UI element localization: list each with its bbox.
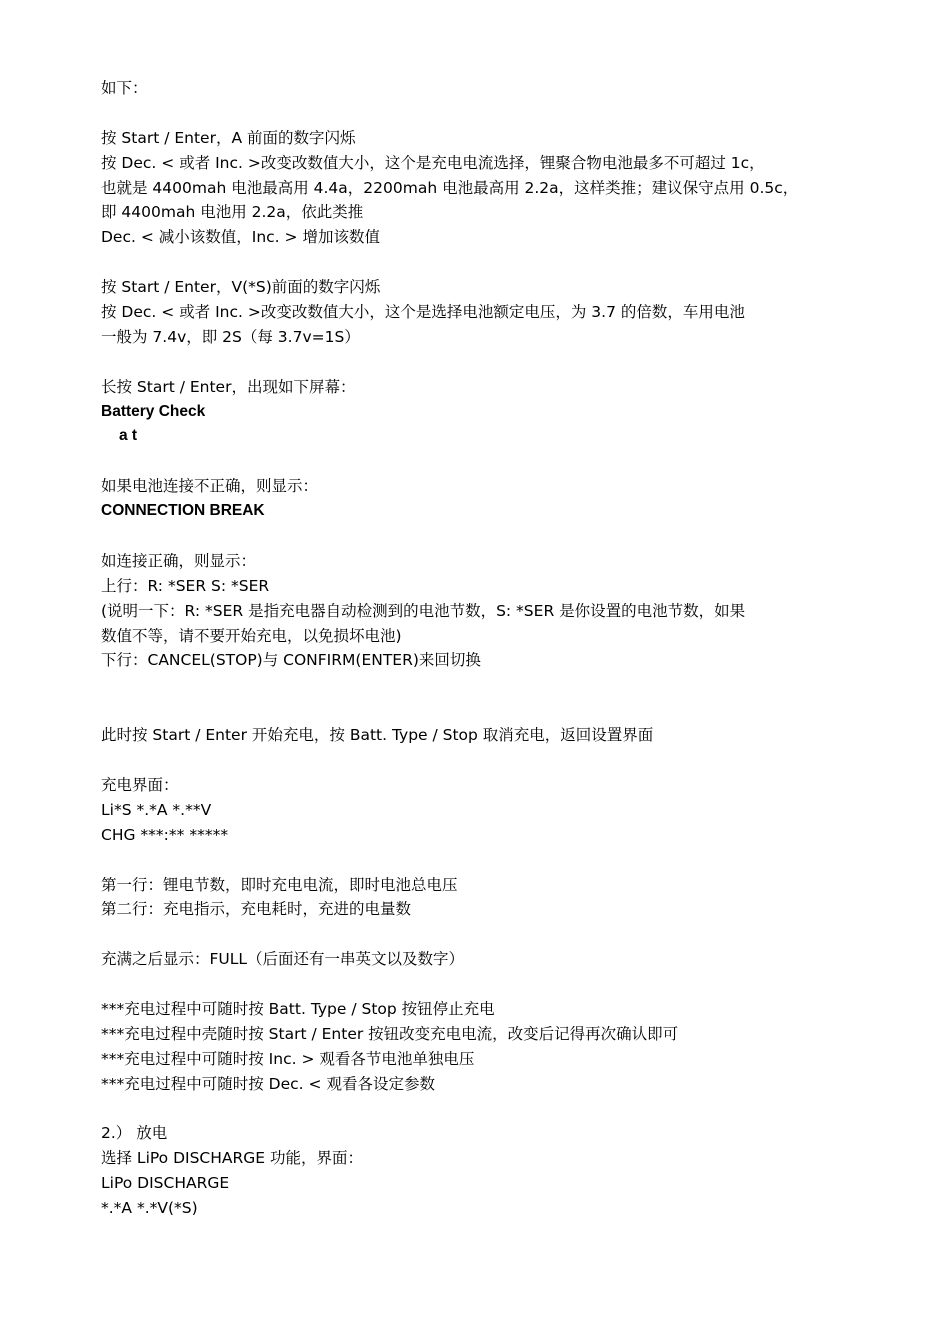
text-line: 2.） 放电 xyxy=(101,1124,168,1143)
document-page xyxy=(101,76,837,1221)
blank-line xyxy=(101,972,837,997)
text-line: 上行：R: *SER S: *SER xyxy=(101,576,270,595)
text-line: 按 Start / Enter，V(*S)前面的数字闪烁 xyxy=(101,278,381,297)
blank-line xyxy=(101,350,837,375)
lcd-display-text: CONNECTION BREAK xyxy=(101,502,265,520)
text-line: 数值不等，请不要开始充电，以免损坏电池) xyxy=(101,626,402,645)
text-line: 如下： xyxy=(101,79,148,97)
text-line: ***充电过程中可随时按 Batt. Type / Stop 按钮停止充电 xyxy=(101,999,495,1018)
text-line: 充满之后显示：FULL（后面还有一串英文以及数字） xyxy=(101,950,465,969)
text-line: 也就是 4400mah 电池最高用 4.4a，2200mah 电池最高用 2.2a，这样类推；建议保守点用 0.5c， xyxy=(101,178,799,197)
text-line: Li*S *.*A *.**V xyxy=(101,800,212,819)
blank-line xyxy=(101,848,837,873)
blank-line xyxy=(101,1097,837,1122)
text-line: Dec. < 减小该数值，Inc. > 增加该数值 xyxy=(101,228,380,247)
text-line: 按 Dec. < 或者 Inc. >改变改数值大小，这个是选择电池额定电压，为 3.7 的倍数，车用电池 xyxy=(101,303,745,322)
text-line: 第二行：充电指示，充电耗时，充进的电量数 xyxy=(101,900,412,919)
text-line: 充电界面： xyxy=(101,775,179,794)
text-line: *.*A *.*V(*S) xyxy=(101,1199,198,1218)
text-line: 第一行：锂电节数，即时充电电流，即时电池总电压 xyxy=(101,875,458,894)
text-line: ***充电过程中可随时按 Dec. < 观看各设定参数 xyxy=(101,1074,435,1093)
text-line: 一般为 7.4v，即 2S（每 3.7v=1S） xyxy=(101,327,360,346)
text-line: 即 4400mah 电池用 2.2a，依此类推 xyxy=(101,203,364,222)
lcd-display-text: Battery Check xyxy=(101,402,206,420)
text-line: 按 Start / Enter，A 前面的数字闪烁 xyxy=(101,128,356,147)
blank-line xyxy=(101,673,837,698)
text-line: 长按 Start / Enter，出现如下屏幕： xyxy=(101,377,356,396)
blank-line xyxy=(101,449,837,474)
text-line: CHG ***:** ***** xyxy=(101,825,229,844)
text-line: 如连接正确，则显示： xyxy=(101,551,257,570)
lcd-display-text: a t xyxy=(119,427,138,445)
text-line: 如果电池连接不正确，则显示： xyxy=(101,477,319,496)
text-line: 选择 LiPo DISCHARGE 功能，界面： xyxy=(101,1149,364,1168)
blank-line xyxy=(101,922,837,947)
text-line: (说明一下：R: *SER 是指充电器自动检测到的电池节数，S: *SER 是你设置的电池节数，如果 xyxy=(101,601,746,620)
text-line: 此时按 Start / Enter 开始充电，按 Batt. Type / Stop 取消充电，返回设置界面 xyxy=(101,726,654,745)
text-line: 按 Dec. < 或者 Inc. >改变改数值大小，这个是充电电流选择，锂聚合物电池最多不可超过 1c， xyxy=(101,153,765,172)
blank-line xyxy=(101,698,837,723)
text-line: ***充电过程中可随时按 Inc. > 观看各节电池单独电压 xyxy=(101,1049,475,1068)
blank-line xyxy=(101,748,837,773)
blank-line xyxy=(101,524,837,549)
text-line: ***充电过程中壳随时按 Start / Enter 按钮改变充电电流，改变后记得再次确认即可 xyxy=(101,1024,679,1043)
text-line: 下行：CANCEL(STOP)与 CONFIRM(ENTER)来回切换 xyxy=(101,651,481,670)
blank-line xyxy=(101,250,837,275)
blank-line xyxy=(101,101,837,126)
text-line: LiPo DISCHARGE xyxy=(101,1174,230,1193)
